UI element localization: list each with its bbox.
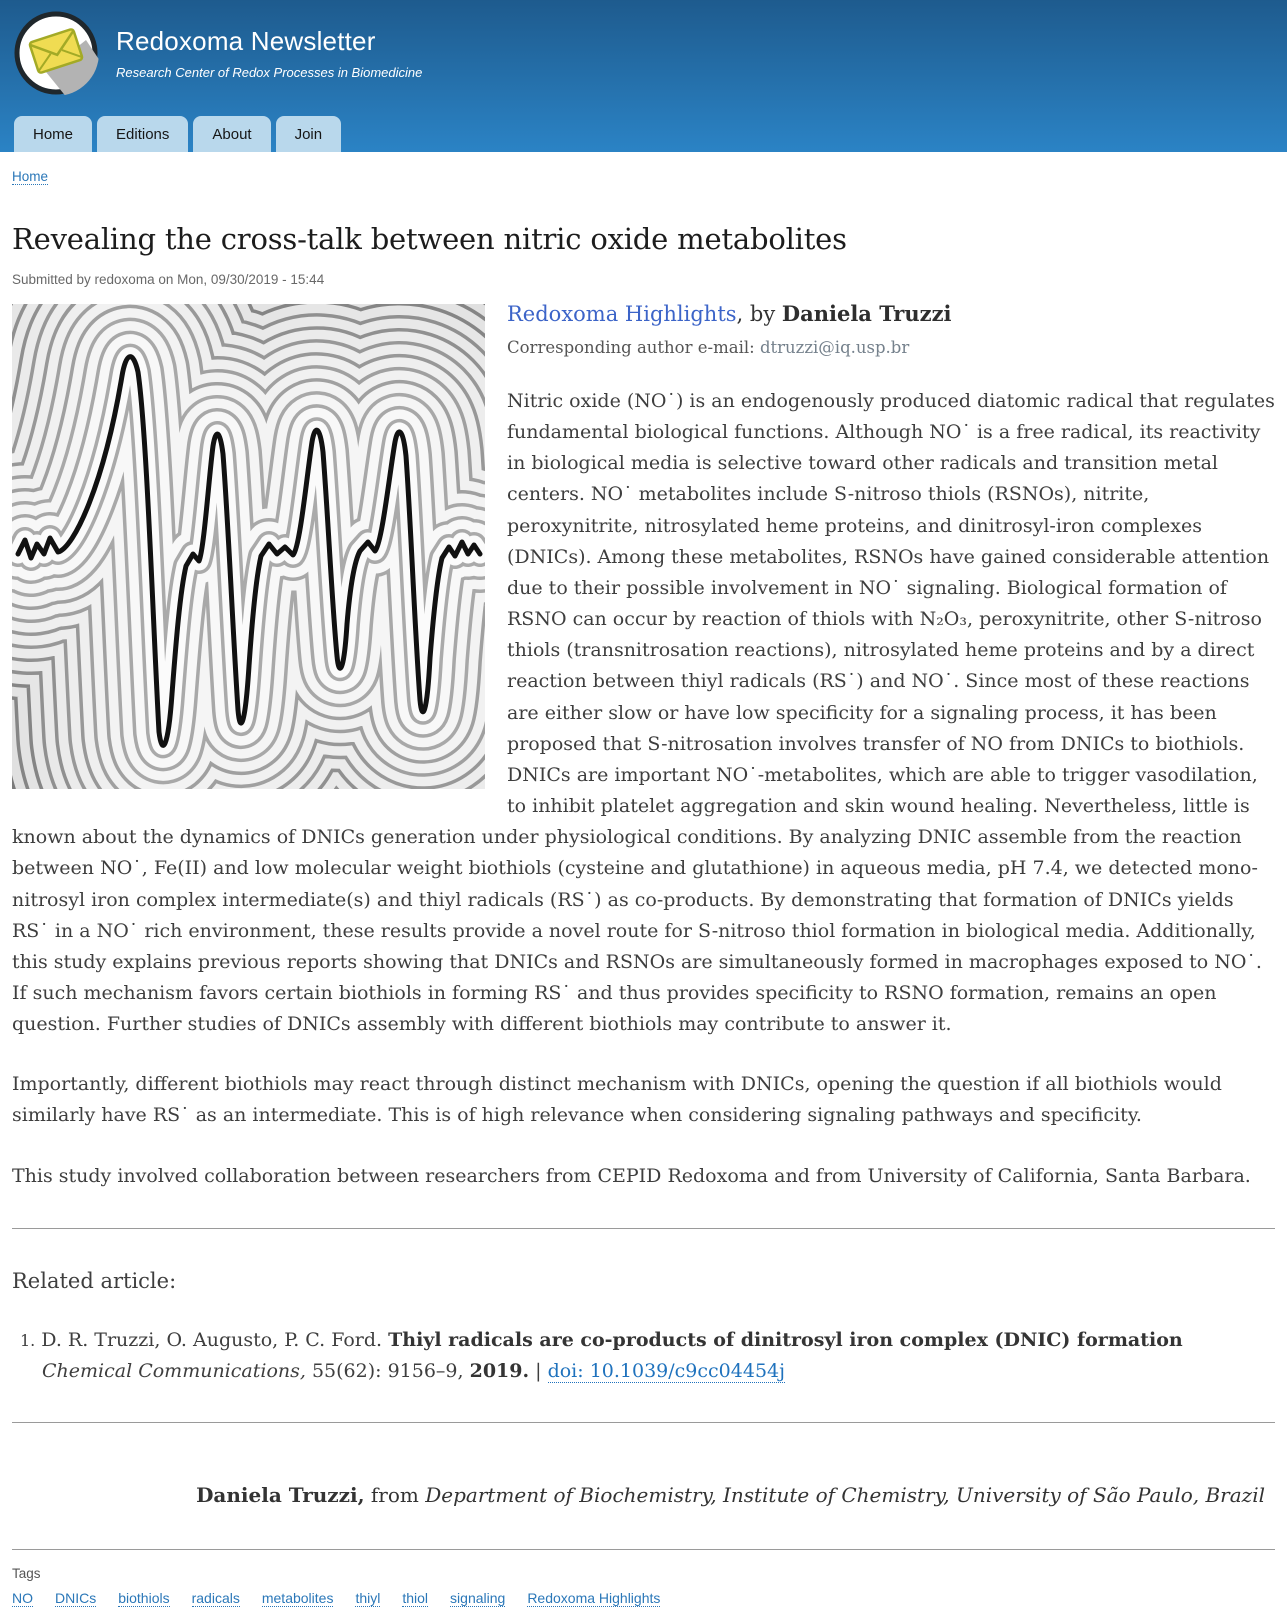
byline-author: Daniela Truzzi xyxy=(781,301,952,326)
divider xyxy=(12,1228,1275,1229)
reference-authors: D. R. Truzzi, O. Augusto, P. C. Ford. xyxy=(41,1328,389,1351)
reference-journal: Chemical Communications, xyxy=(42,1359,306,1382)
related-article-item xyxy=(12,1325,1275,1387)
site-subtitle: Research Center of Redox Processes in Biomedicine xyxy=(116,65,423,80)
tag-link[interactable]: metabolites xyxy=(261,1590,334,1607)
tag-link[interactable]: DNICs xyxy=(55,1590,97,1607)
paragraph-collaboration: This study involved collaboration between researchers from CEPID Redoxoma and from University of California, Santa Barbara. xyxy=(12,1164,1251,1187)
tag-link[interactable]: biothiols xyxy=(118,1590,170,1607)
main-nav xyxy=(14,116,341,152)
author-name: Daniela Truzzi, xyxy=(196,1483,365,1508)
paragraph-importantly: Importantly, different biothiols may react through distinct mechanism with DNICs, opening the question if all biothiols would similarly have RS˙ as an intermediate. This is of high relevance when considering signaling pathways and specificity. xyxy=(12,1073,1222,1127)
reference-year: 2019. xyxy=(469,1359,530,1382)
envelope-logo-icon xyxy=(10,8,102,100)
epr-spectrum-artwork xyxy=(12,304,485,789)
related-article-list xyxy=(12,1325,1275,1387)
reference-details: 55(62): 9156–9, xyxy=(305,1359,470,1382)
redoxoma-highlights-link[interactable]: Redoxoma Highlights xyxy=(507,302,737,326)
page-title: Revealing the cross-talk between nitric oxide metabolites xyxy=(12,222,847,256)
tags-label: Tags xyxy=(12,1566,41,1582)
author-email-link[interactable]: dtruzzi@iq.usp.br xyxy=(759,338,910,357)
author-connector: from xyxy=(364,1483,426,1508)
tag-link[interactable]: thiol xyxy=(402,1590,429,1607)
author-affiliation-block xyxy=(12,1479,1275,1511)
reference-separator: | xyxy=(529,1359,548,1382)
tag-link[interactable]: signaling xyxy=(450,1590,506,1607)
tag-link[interactable]: NO xyxy=(12,1590,33,1607)
tab-editions[interactable]: Editions xyxy=(97,116,188,152)
tags-section xyxy=(12,1549,1275,1607)
breadcrumb-home-link[interactable]: Home xyxy=(12,169,49,184)
breadcrumb xyxy=(12,169,1275,184)
tag-link[interactable]: Redoxoma Highlights xyxy=(527,1590,661,1607)
submitted-info: Submitted by redoxoma on Mon, 09/30/2019 - 15:44 xyxy=(12,272,325,287)
reference-number: 1. xyxy=(20,1330,36,1350)
tab-about[interactable]: About xyxy=(193,116,270,152)
doi-link[interactable]: doi: 10.1039/c9cc04454j xyxy=(547,1359,786,1382)
brand xyxy=(10,8,422,100)
paragraph-abstract: Nitric oxide (NO˙) is an endogenously produced diatomic radical that regulates fundamental biological functions. Although NO˙ is a free radical, its reactivity in biological media is selective toward other radicals and transition metal centers. NO˙ metabolites include S-nitroso thiols (RSNOs), nitrite, peroxynitrite, nitrosylated heme proteins, and dinitrosyl-iron complexes (DNICs). Among these metabolites, RSNOs have gained considerable attention due to their possible involvement in NO˙ signaling. Biological formation of RSNO can occur by reaction of thiols with N₂O₃, peroxynitrite, other S-nitroso thiols (transnitrosation reactions), nitrosylated heme proteins and by a direct reaction between thiyl radicals (RS˙) and NO˙. Since most of these reactions are either slow or have low specificity for a signaling process, it has been proposed that S-nitrosation involves transfer of NO from DNICs to biothiols. DNICs are important NO˙-metabolites, which are able to trigger vasodilation, to inhibit platelet aggregation and skin wound healing. Nevertheless, little is known about the dynamics of DNICs generation under physiological conditions. By analyzing DNIC assemble from the reaction between NO˙, Fe(II) and low molecular weight biothiols (cysteine and glutathione) in aqueous media, pH 7.4, we detected mono-nitrosyl iron complex intermediate(s) and thiyl radicals (RS˙) as co-products. By demonstrating that formation of DNICs yields RS˙ in a NO˙ rich environment, these results provide a novel route for S-nitroso thiol formation in biological media. Additionally, this study explains previous reports showing that DNICs and RSNOs are simultaneously formed in macrophages exposed to NO˙. If such mechanism favors certain biothiols in forming RS˙ and thus provides specificity to RSNO formation, remains an open question. Further studies of DNICs assembly with different biothiols may contribute to answer it. xyxy=(12,390,1275,1036)
divider xyxy=(12,1422,1275,1423)
related-article-heading: Related article: xyxy=(12,1268,177,1293)
tab-home[interactable]: Home xyxy=(14,116,92,152)
main-content xyxy=(0,222,1287,1607)
tab-join[interactable]: Join xyxy=(276,116,342,152)
brand-text xyxy=(116,26,422,80)
tag-link[interactable]: thiyl xyxy=(355,1590,381,1607)
site-header xyxy=(0,0,1287,152)
corresponding-label: Corresponding author e-mail: xyxy=(507,338,760,357)
tag-link[interactable]: radicals xyxy=(191,1590,240,1607)
reference-title: Thiyl radicals are co-products of dinitrosyl iron complex (DNIC) formation xyxy=(388,1328,1183,1351)
divider xyxy=(12,1549,1275,1550)
site-title: Redoxoma Newsletter xyxy=(116,26,376,56)
article-body xyxy=(12,301,1275,1192)
tags-list xyxy=(12,1590,1275,1607)
byline-separator: , by xyxy=(736,302,782,326)
author-affiliation: Department of Biochemistry, Institute of Chemistry, University of São Paulo, Brazil xyxy=(425,1483,1265,1508)
epr-spectrum-image xyxy=(12,304,485,789)
